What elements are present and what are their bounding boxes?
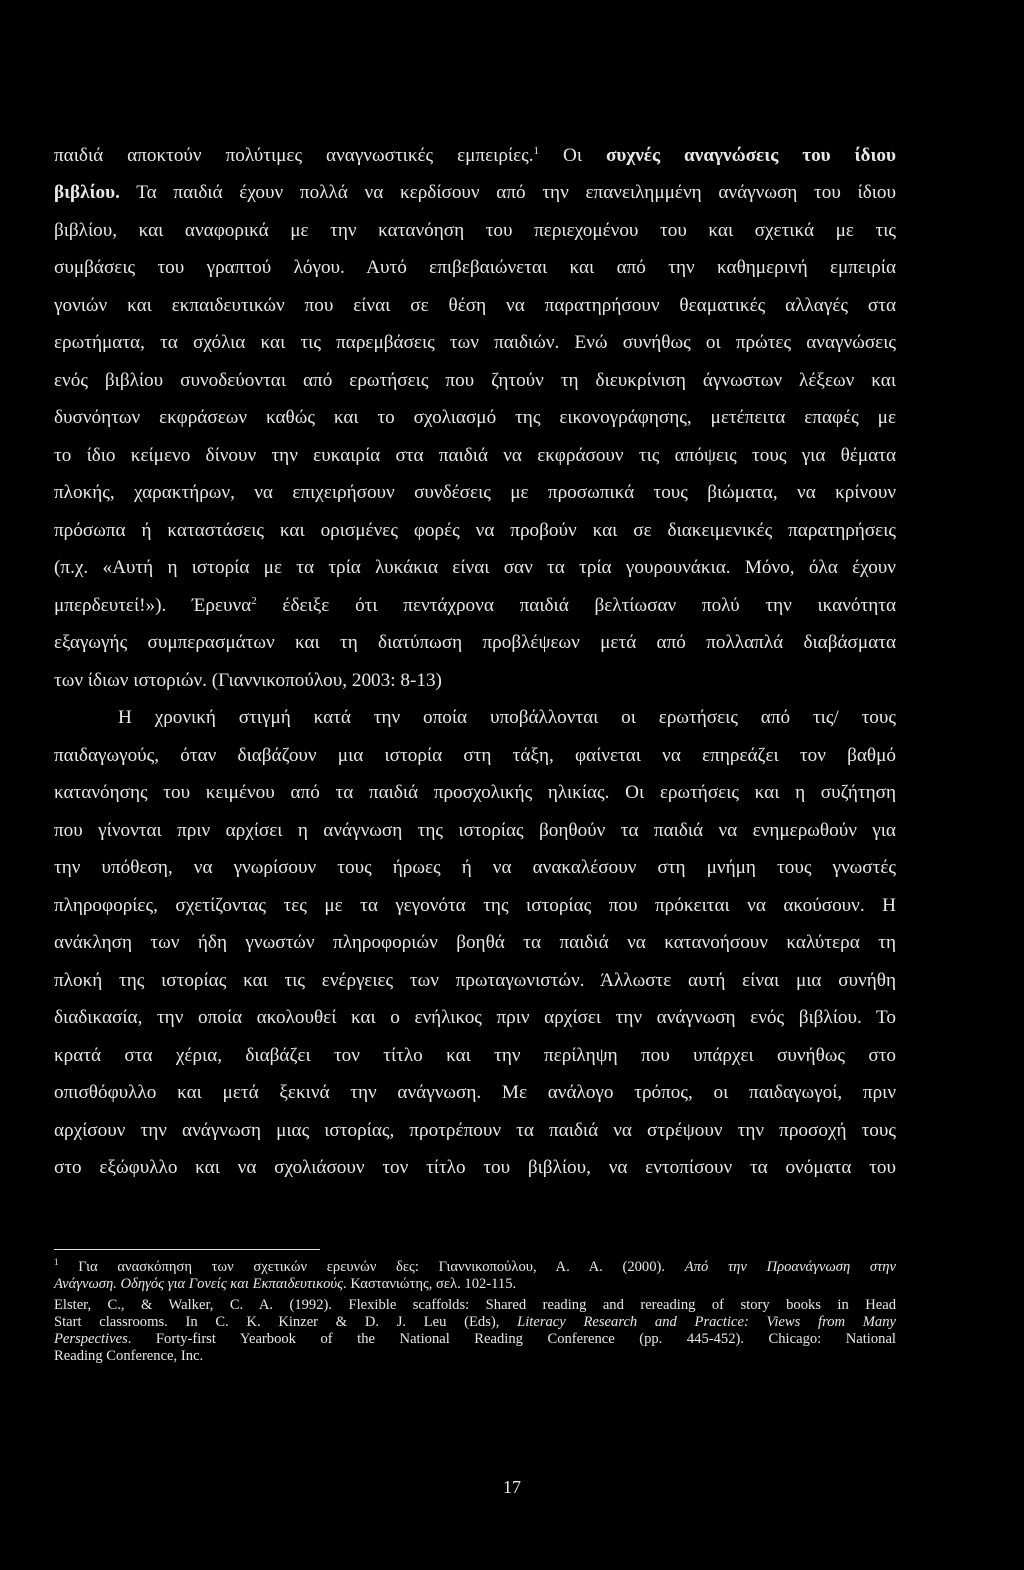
body-line: στο εξώφυλλο και να σχολιάσουν τον τίτλο του βιβλίου, να εντοπίσουν τα ονόματα του [54,1157,896,1178]
body-line [54,144,896,168]
italic-title: Από την Προανάγνωση στην [684,1259,897,1275]
footnote-line: Elster, C., & Walker, C. A. (1992). Flexible scaffolds: Shared reading and rereading of story books in Head [54,1297,896,1313]
body-line: την υπόθεση, να γνωρίσουν τους ήρωες ή να ανακαλέσουν στη μνήμη τους γνωστές [54,857,896,878]
body-line: (π.χ. «Αυτή η ιστορία με τα τρία λυκάκια είναι σαν τα τρία γουρουνάκια. Μόνο, όλα έχουν [54,557,896,578]
body-line: βιβλίου, και αναφορικά με την κατανόηση του περιεχομένου του και σχετικά με τις [54,220,896,241]
body-line: που γίνονται πριν αρχίσει η ανάγνωση της ιστορίας βοηθούν τα παιδιά να ενημερωθούν για [54,820,896,841]
footnote-line [54,1314,896,1331]
footnote-ref[interactable]: 1 [533,145,540,157]
body-line: κρατά στα χέρια, διαβάζει τον τίτλο και την περίληψη που υπάρχει συνήθως στο [54,1045,896,1066]
text-run: έδειξε ότι πεντάχρονα παιδιά βελτίωσαν πολύ την ικανότητα [256,595,896,616]
italic-title: Literacy Research and Practice: Views from Many [517,1314,896,1330]
footnote-line: Reading Conference, Inc. [54,1348,204,1364]
text-run: Start classrooms. In C. K. Kinzer & D. J. Leu (Eds), [54,1314,518,1330]
body-line: των ίδιων ιστοριών. (Γιαννικοπούλου, 2003: 8-13) [54,670,442,691]
footnote-ref[interactable]: 2 [251,595,257,607]
footnote-marker: 1 [54,1257,59,1267]
body-line: συμβάσεις του γραπτού λόγου. Αυτό επιβεβαιώνεται και από την καθημερινή εμπειρία [54,257,896,278]
body-line: ενός βιβλίου συνοδεύονται από ερωτήσεις που ζητούν τη διευκρίνιση άγνωστων λέξεων και [54,370,896,391]
body-line [54,181,896,205]
body-line: γονιών και εκπαιδευτικών που είναι σε θέση να παρατηρήσουν θεαματικές αλλαγές στα [54,295,896,316]
body-line: πρόσωπα ή καταστάσεις και ορισμένες φορές να προβούν και σε διακειμενικές παρατηρήσεις [54,520,896,541]
text-run: . Καστανιώτης, σελ. 102-115. [343,1276,517,1292]
body-line: πληροφορίες, σχετίζοντας τες με τα γεγονότα της ιστορίας που πρόκειται να ακούσουν. Η [54,895,896,916]
bold-phrase: βιβλίου. [54,182,120,203]
body-line: ερωτήματα, τα σχόλια και τις παρεμβάσεις των παιδιών. Ενώ συνήθως οι πρώτες αναγνώσεις [54,332,896,353]
body-line [54,594,896,618]
body-line: κατανόησης του κειμένου από τα παιδιά προσχολικής ηλικίας. Οι ερωτήσεις και η συζήτηση [54,782,896,803]
italic-title: Ανάγνωση. Οδηγός για Γονείς και Εκπαιδευτικούς [54,1276,344,1292]
text-run: . Forty-first Yearbook of the National Reading Conference (pp. 445-452). Chicago: National [127,1331,896,1347]
text-run: Οι [539,145,606,166]
italic-title: Perspectives [54,1331,128,1347]
body-line: εξαγωγής συμπερασμάτων και τη διατύπωση προβλέψεων μετά από πολλαπλά διαβάσματα [54,632,896,653]
body-line: δυσνόητων εκφράσεων καθώς και το σχολιασμό της εικονογράφησης, μετέπειτα επαφές με [54,407,896,428]
body-line: οπισθόφυλλο και μετά ξεκινά την ανάγνωση. Με ανάλογο τρόπος, οι παιδαγωγοί, πριν [54,1082,896,1103]
paragraph-first-line: Η χρονική στιγμή κατά την οποία υποβάλλονται οι ερωτήσεις από τις/ τους [118,707,896,728]
body-line: το ίδιο κείμενο δίνουν την ευκαιρία στα παιδιά να εκφράσουν τις απόψεις τους για θέματα [54,445,896,466]
body-line: διαδικασία, την οποία ακολουθεί και ο ενήλικος πριν αρχίσει την ανάγνωση ενός βιβλίου. Το [54,1007,896,1028]
footnote-line [54,1276,896,1293]
body-line: αρχίσουν την ανάγνωση μιας ιστορίας, προτρέπουν τα παιδιά να στρέψουν την προσοχή τους [54,1120,896,1141]
bold-phrase: συχνές αναγνώσεις του ίδιου [605,145,896,166]
text-run: μπερδευτεί!»). Έρευνα [54,595,252,616]
footnote-line [54,1259,896,1276]
footnote-line [54,1331,896,1348]
body-line: ανάκληση των ήδη γνωστών πληροφοριών βοηθά τα παιδιά να κατανοήσουν καλύτερα τη [54,932,896,953]
page-number: 17 [503,1477,521,1497]
body-line: πλοκής, χαρακτήρων, να επιχειρήσουν συνδέσεις με προσωπικά τους βιώματα, να κρίνουν [54,482,896,503]
body-line: πλοκή της ιστορίας και τις ενέργειες των πρωταγωνιστών. Άλλωστε αυτή είναι μια συνήθη [54,970,896,991]
footnote-divider [54,1249,320,1250]
text-run: παιδιά αποκτούν πολύτιμες αναγνωστικές εμπειρίες. [54,145,534,166]
text-run: Τα παιδιά έχουν πολλά να κερδίσουν από την επανειλημμένη ανάγνωση του ίδιου [119,182,896,203]
body-line: παιδαγωγούς, όταν διαβάζουν μια ιστορία στη τάξη, φαίνεται να επηρεάζει τον βαθμό [54,745,896,766]
text-run: Για ανασκόπηση των σχετικών ερευνών δες: Γιαννικοπούλου, Α. Α. (2000). [58,1259,685,1275]
